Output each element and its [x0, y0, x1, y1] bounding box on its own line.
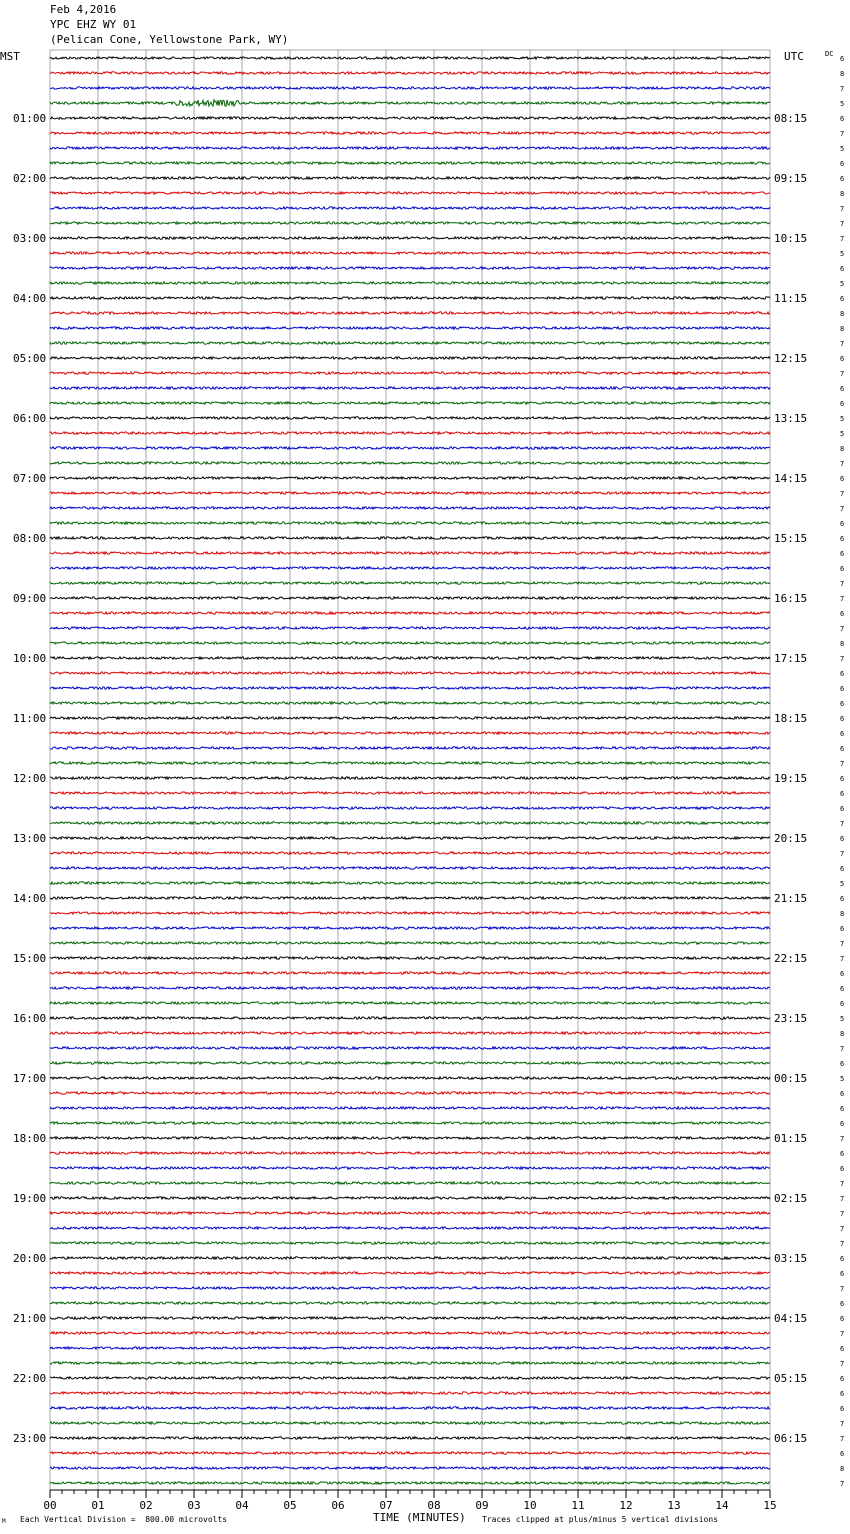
seismic-trace [50, 642, 770, 644]
seismic-trace [50, 852, 770, 854]
hour-label-mst: 17:00 [13, 1072, 47, 1085]
left-timezone-label: MST [0, 50, 20, 63]
dc-offset-value: 7 [840, 580, 845, 588]
seismic-trace [50, 747, 770, 749]
seismic-trace [50, 417, 770, 419]
hour-label-mst: 18:00 [13, 1132, 47, 1145]
dc-offset-value: 6 [840, 265, 845, 273]
hour-label-mst: 03:00 [13, 232, 47, 245]
dc-offset-value: 7 [840, 820, 845, 828]
dc-offset-value: 7 [840, 340, 845, 348]
hour-label-utc: 23:15 [774, 1012, 808, 1025]
dc-offset-value: 7 [840, 460, 845, 468]
dc-offset-value: 8 [840, 70, 845, 78]
seismic-trace [50, 1227, 770, 1229]
hour-label-mst: 16:00 [13, 1012, 47, 1025]
dc-offset-value: 7 [840, 1180, 845, 1188]
dc-offset-value: 6 [840, 925, 845, 933]
seismic-trace [50, 1182, 770, 1184]
seismic-trace [50, 447, 770, 449]
dc-offset-value: 6 [840, 745, 845, 753]
dc-offset-value: 6 [840, 1450, 845, 1458]
dc-offset-value: 6 [840, 385, 845, 393]
seismic-trace [50, 567, 770, 569]
time-tick-label: 06 [331, 1499, 345, 1512]
hour-label-mst: 19:00 [13, 1192, 47, 1205]
time-tick-label: 05 [283, 1499, 297, 1512]
seismic-trace [50, 267, 770, 269]
hour-label-utc: 10:15 [774, 232, 808, 245]
right-timezone-label: UTC [784, 50, 804, 63]
dc-offset-value: 7 [840, 370, 845, 378]
seismic-trace [50, 1167, 770, 1169]
dc-offset-value: 5 [840, 430, 845, 438]
corner-mark: M [2, 1518, 6, 1525]
dc-offset-value: 6 [840, 1270, 845, 1278]
dc-offset-value: 8 [840, 1030, 845, 1038]
hour-label-utc: 20:15 [774, 832, 808, 845]
seismic-trace [50, 492, 770, 494]
hour-label-mst: 20:00 [13, 1252, 47, 1265]
seismic-trace [50, 807, 770, 809]
seismic-trace [50, 147, 770, 149]
dc-offset-value: 5 [840, 250, 845, 258]
dc-offset-value: 5 [840, 415, 845, 423]
time-tick-label: 09 [475, 1499, 489, 1512]
dc-offset-value: 6 [840, 355, 845, 363]
dc-offset-value: 6 [840, 700, 845, 708]
time-tick-label: 08 [427, 1499, 441, 1512]
dc-offset-value: 7 [840, 1330, 845, 1338]
dc-offset-value: 6 [840, 985, 845, 993]
hour-label-utc: 00:15 [774, 1072, 808, 1085]
hour-label-utc: 16:15 [774, 592, 808, 605]
dc-offset-value: 7 [840, 760, 845, 768]
hour-label-mst: 12:00 [13, 772, 47, 785]
seismic-trace [50, 312, 770, 314]
hour-label-mst: 09:00 [13, 592, 47, 605]
hour-label-mst: 15:00 [13, 952, 47, 965]
seismic-trace [50, 552, 770, 554]
dc-offset-value: 6 [840, 115, 845, 123]
dc-offset-value: 7 [840, 235, 845, 243]
seismic-trace [50, 297, 770, 299]
seismic-trace [50, 1377, 770, 1379]
hour-label-utc: 13:15 [774, 412, 808, 425]
hour-label-utc: 08:15 [774, 112, 808, 125]
seismic-trace [50, 357, 770, 359]
hour-label-utc: 15:15 [774, 532, 808, 545]
time-tick-label: 11 [571, 1499, 585, 1512]
dc-offset-value: 6 [840, 805, 845, 813]
dc-offset-value: 5 [840, 145, 845, 153]
clip-note: Traces clipped at plus/minus 5 vertical divisions [482, 1515, 719, 1524]
dc-offset-value: 5 [840, 280, 845, 288]
dc-offset-value: 7 [840, 1135, 845, 1143]
seismic-trace [50, 1107, 770, 1109]
dc-offset-value: 6 [840, 895, 845, 903]
hour-label-utc: 06:15 [774, 1432, 808, 1445]
dc-offset-value: 8 [840, 445, 845, 453]
station-code: YPC EHZ WY 01 [50, 18, 137, 31]
seismic-trace [50, 372, 770, 374]
record-date: Feb 4,2016 [50, 3, 117, 16]
hour-label-mst: 14:00 [13, 892, 47, 905]
seismic-trace [50, 402, 770, 404]
dc-offset-value: 6 [840, 1165, 845, 1173]
seismic-trace [50, 597, 770, 599]
dc-offset-value: 5 [840, 880, 845, 888]
hour-label-utc: 17:15 [774, 652, 808, 665]
dc-offset-value: 6 [840, 1300, 845, 1308]
seismic-trace [50, 1257, 770, 1259]
hour-label-utc: 01:15 [774, 1132, 808, 1145]
time-tick-label: 07 [379, 1499, 393, 1512]
seismic-trace [50, 972, 770, 974]
hour-label-utc: 03:15 [774, 1252, 808, 1265]
seismic-trace [50, 1122, 770, 1124]
dc-offset-value: 7 [840, 655, 845, 663]
dc-offset-value: 6 [840, 295, 845, 303]
seismic-trace [50, 1062, 770, 1064]
seismic-trace [50, 837, 770, 839]
time-tick-label: 13 [667, 1499, 681, 1512]
seismic-trace [50, 987, 770, 989]
dc-offset-value: 6 [840, 1345, 845, 1353]
hour-label-mst: 22:00 [13, 1372, 47, 1385]
seismic-trace [50, 57, 770, 59]
seismic-trace [50, 72, 770, 74]
dc-offset-value: 6 [840, 550, 845, 558]
hour-label-mst: 02:00 [13, 172, 47, 185]
dc-offset-value: 6 [840, 565, 845, 573]
seismic-trace [50, 462, 770, 464]
dc-offset-value: 6 [840, 1390, 845, 1398]
dc-offset-value: 5 [840, 1015, 845, 1023]
seismic-trace [50, 117, 770, 119]
dc-offset-value: 7 [840, 490, 845, 498]
dc-offset-value: 7 [840, 1285, 845, 1293]
seismic-trace [50, 672, 770, 674]
seismic-trace [50, 1392, 770, 1394]
seismic-trace [50, 207, 770, 209]
dc-offset-value: 6 [840, 475, 845, 483]
seismic-trace [50, 612, 770, 614]
seismic-trace [50, 132, 770, 134]
hour-label-utc: 12:15 [774, 352, 808, 365]
seismic-trace [50, 1137, 770, 1139]
hour-label-utc: 04:15 [774, 1312, 808, 1325]
dc-offset-value: 7 [840, 130, 845, 138]
dc-offset-value: 6 [840, 1090, 845, 1098]
seismic-trace [50, 1002, 770, 1004]
hour-label-mst: 10:00 [13, 652, 47, 665]
dc-offset-value: 6 [840, 160, 845, 168]
dc-offset-value: 6 [840, 1105, 845, 1113]
seismic-trace [50, 1047, 770, 1049]
dc-offset-value: 6 [840, 55, 845, 63]
dc-offset-value: 7 [840, 625, 845, 633]
seismic-trace [50, 1467, 770, 1469]
dc-offset-value: 7 [840, 1435, 845, 1443]
seismic-trace [50, 1482, 770, 1484]
dc-offset-value: 7 [840, 1240, 845, 1248]
seismic-trace [50, 942, 770, 944]
dc-offset-value: 6 [840, 970, 845, 978]
dc-offset-value: 5 [840, 1075, 845, 1083]
seismic-trace [50, 222, 770, 224]
hour-label-utc: 11:15 [774, 292, 808, 305]
dc-offset-value: 6 [840, 865, 845, 873]
seismic-trace [50, 522, 770, 524]
dc-offset-value: 6 [840, 1255, 845, 1263]
hour-label-utc: 09:15 [774, 172, 808, 185]
seismic-trace [50, 897, 770, 899]
seismic-trace [50, 252, 770, 254]
seismic-trace [50, 1242, 770, 1244]
dc-offset-value: 7 [840, 1210, 845, 1218]
dc-offset-value: 7 [840, 940, 845, 948]
seismic-trace [50, 1317, 770, 1319]
hour-label-utc: 18:15 [774, 712, 808, 725]
dc-offset-value: 6 [840, 610, 845, 618]
seismic-trace [50, 1452, 770, 1454]
seismic-trace [50, 327, 770, 329]
seismic-trace [50, 1197, 770, 1199]
dc-offset-value: 7 [840, 595, 845, 603]
dc-offset-value: 8 [840, 640, 845, 648]
dc-offset-value: 6 [840, 715, 845, 723]
dc-offset-value: 6 [840, 1000, 845, 1008]
hour-label-mst: 13:00 [13, 832, 47, 845]
dc-offset-value: 6 [840, 1315, 845, 1323]
seismic-trace [50, 477, 770, 479]
dc-offset-value: 6 [840, 790, 845, 798]
hour-label-utc: 05:15 [774, 1372, 808, 1385]
seismic-trace [50, 777, 770, 779]
dc-offset-value: 6 [840, 670, 845, 678]
seismic-trace [50, 927, 770, 929]
dc-offset-value: 6 [840, 1405, 845, 1413]
seismic-trace [50, 87, 770, 89]
time-tick-label: 12 [619, 1499, 633, 1512]
dc-offset-value: 6 [840, 775, 845, 783]
dc-offset-value: 6 [840, 1060, 845, 1068]
seismic-trace [50, 282, 770, 284]
hour-label-mst: 11:00 [13, 712, 47, 725]
hour-label-mst: 06:00 [13, 412, 47, 425]
dc-offset-value: 7 [840, 1420, 845, 1428]
seismic-trace [50, 1347, 770, 1349]
seismic-trace [50, 162, 770, 164]
dc-offset-value: 7 [840, 1480, 845, 1488]
seismic-trace [50, 387, 770, 389]
dc-offset-value: 6 [840, 535, 845, 543]
seismic-trace [50, 537, 770, 539]
dc-offset-value: 6 [840, 1120, 845, 1128]
dc-offset-header: DC [825, 50, 834, 58]
dc-offset-value: 6 [840, 685, 845, 693]
seismic-trace [50, 1272, 770, 1274]
time-tick-label: 02 [139, 1499, 153, 1512]
seismic-trace [50, 237, 770, 239]
time-tick-label: 10 [523, 1499, 537, 1512]
seismic-trace [50, 1212, 770, 1214]
seismic-trace [50, 702, 770, 704]
seismic-trace [50, 957, 770, 959]
seismic-trace [50, 1077, 770, 1079]
dc-offset-value: 7 [840, 1045, 845, 1053]
seismic-trace [50, 717, 770, 719]
seismic-trace [50, 1407, 770, 1409]
dc-offset-value: 6 [840, 1375, 845, 1383]
time-tick-label: 15 [763, 1499, 777, 1512]
time-tick-label: 00 [43, 1499, 57, 1512]
dc-offset-value: 6 [840, 175, 845, 183]
seismic-trace [50, 1287, 770, 1289]
seismic-trace [50, 762, 770, 764]
hour-label-mst: 04:00 [13, 292, 47, 305]
seismic-trace [50, 342, 770, 344]
seismic-trace [50, 657, 770, 659]
seismic-trace [50, 1302, 770, 1304]
hour-label-utc: 14:15 [774, 472, 808, 485]
dc-offset-value: 8 [840, 310, 845, 318]
dc-offset-value: 6 [840, 835, 845, 843]
hour-label-utc: 21:15 [774, 892, 808, 905]
dc-offset-value: 7 [840, 505, 845, 513]
seismic-trace [50, 507, 770, 509]
time-tick-label: 04 [235, 1499, 249, 1512]
hour-label-mst: 01:00 [13, 112, 47, 125]
hour-label-mst: 23:00 [13, 1432, 47, 1445]
dc-offset-value: 7 [840, 850, 845, 858]
seismic-trace [50, 432, 770, 434]
dc-offset-value: 6 [840, 520, 845, 528]
dc-offset-value: 7 [840, 205, 845, 213]
seismic-trace [50, 1032, 770, 1034]
x-axis-title: TIME (MINUTES) [373, 1511, 466, 1524]
seismic-trace [50, 687, 770, 689]
seismic-trace [50, 177, 770, 179]
seismic-trace [50, 1437, 770, 1439]
dc-offset-value: 7 [840, 955, 845, 963]
hour-label-utc: 22:15 [774, 952, 808, 965]
hour-label-utc: 02:15 [774, 1192, 808, 1205]
seismic-trace [50, 1152, 770, 1154]
seismic-trace [50, 732, 770, 734]
dc-offset-value: 7 [840, 1360, 845, 1368]
dc-offset-value: 8 [840, 325, 845, 333]
seismic-trace [50, 627, 770, 629]
seismic-trace [50, 792, 770, 794]
seismic-trace [50, 192, 770, 194]
hour-label-mst: 08:00 [13, 532, 47, 545]
hour-label-mst: 05:00 [13, 352, 47, 365]
dc-offset-value: 7 [840, 1225, 845, 1233]
seismic-trace [50, 912, 770, 914]
station-location: (Pelican Cone, Yellowstone Park, WY) [50, 33, 289, 46]
seismic-trace [50, 100, 770, 106]
seismic-trace [50, 1422, 770, 1424]
seismic-trace [50, 1092, 770, 1094]
dc-offset-value: 5 [840, 100, 845, 108]
dc-offset-value: 7 [840, 85, 845, 93]
dc-offset-value: 8 [840, 910, 845, 918]
seismic-trace [50, 822, 770, 824]
vertical-scale-note: Each Vertical Division = 800.00 microvolts [20, 1515, 228, 1524]
dc-offset-value: 6 [840, 730, 845, 738]
dc-offset-value: 8 [840, 1465, 845, 1473]
seismic-trace [50, 867, 770, 869]
dc-offset-value: 6 [840, 1150, 845, 1158]
time-tick-label: 01 [91, 1499, 105, 1512]
dc-offset-value: 6 [840, 400, 845, 408]
dc-offset-value: 7 [840, 1195, 845, 1203]
time-tick-label: 03 [187, 1499, 201, 1512]
hour-label-mst: 21:00 [13, 1312, 47, 1325]
hour-label-mst: 07:00 [13, 472, 47, 485]
hour-label-utc: 19:15 [774, 772, 808, 785]
dc-offset-value: 8 [840, 190, 845, 198]
time-tick-label: 14 [715, 1499, 729, 1512]
seismic-trace [50, 1332, 770, 1334]
seismic-trace [50, 1362, 770, 1364]
seismic-trace [50, 1017, 770, 1019]
seismic-trace [50, 582, 770, 584]
dc-offset-value: 7 [840, 220, 845, 228]
seismic-trace [50, 882, 770, 884]
